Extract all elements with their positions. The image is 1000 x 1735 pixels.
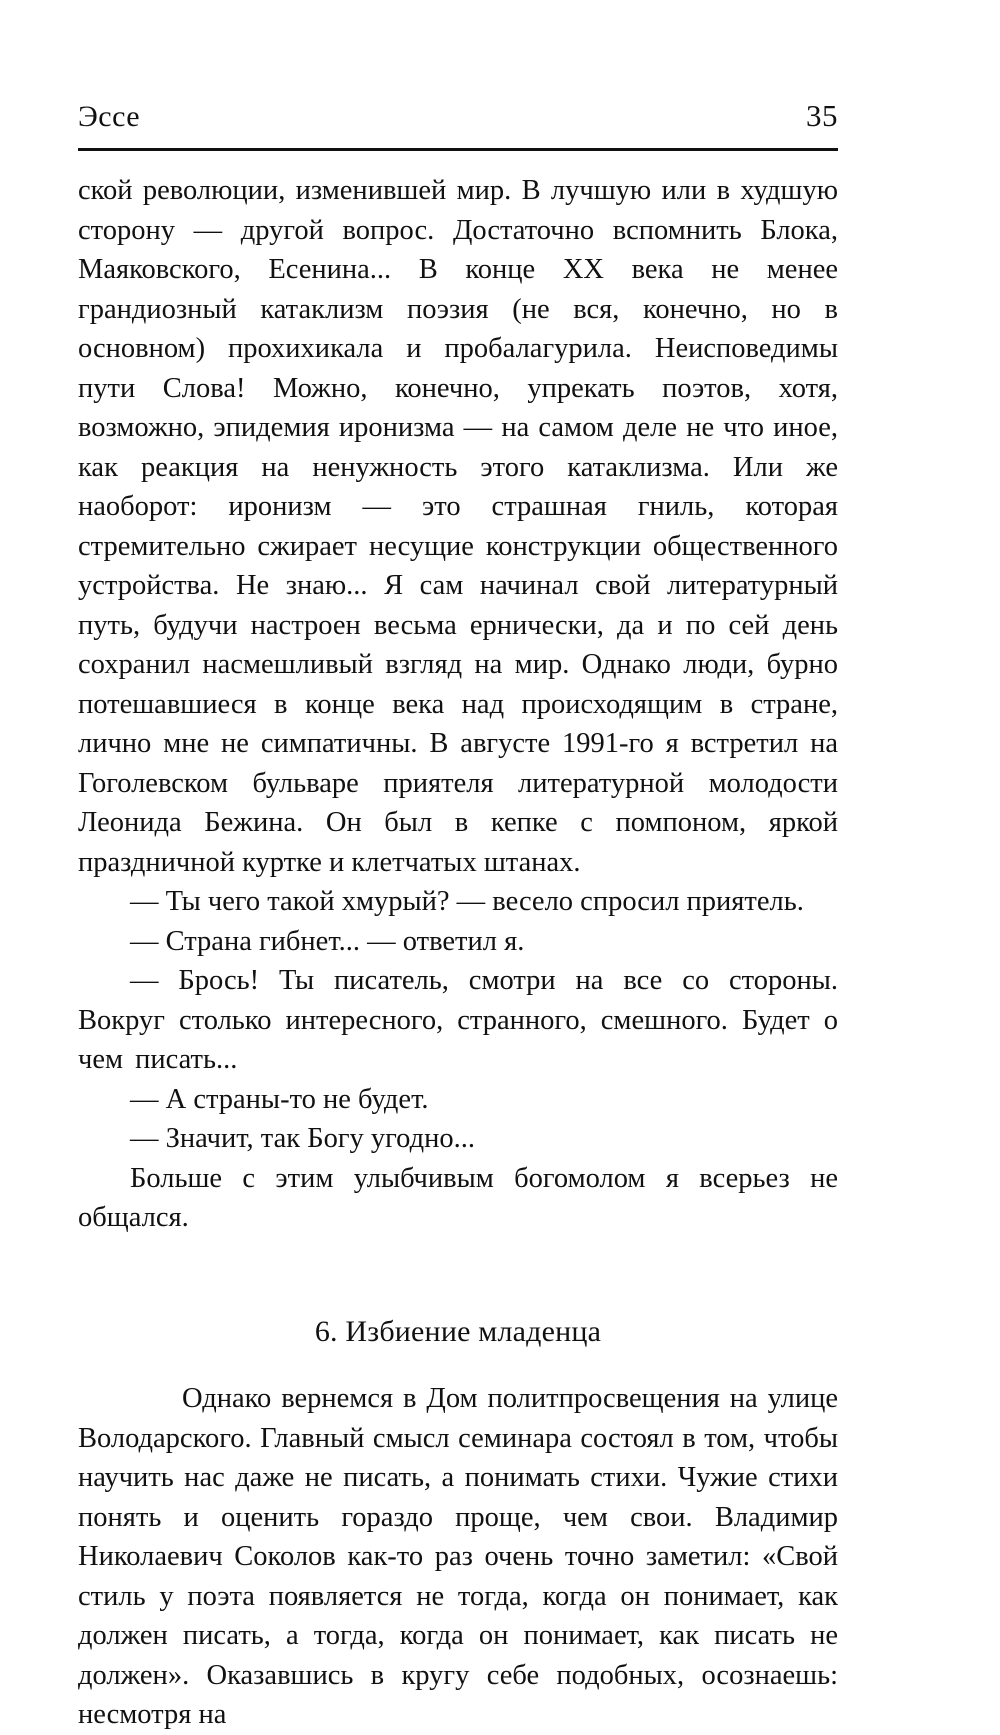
page-number: 35 [806,98,838,133]
dialogue-line: — Значит, так Богу угодно... [130,1123,475,1154]
body-text [78,171,838,1735]
page-header [78,0,838,134]
dialogue-line: — Страна гибнет... — ответил я. [130,925,525,957]
page-content [78,0,838,1735]
header-divider [78,148,838,151]
section-heading: 6. Избиение младенца [314,1314,602,1348]
dialogue-paragraph: — Брось! Ты писатель, смотри на все со стороны. Вокруг столько интересного, странного, смешного. Будет о чем писать... [78,965,838,1075]
dialogue-line: — Ты чего такой хмурый? — весело спросил приятель. [130,886,804,917]
section-paragraph: Однако вернемся в Дом политпросвещения на улице Володарского. Главный смысл семинара состоял в том, чтобы научить нас даже не писать, а понимать стихи. Чужие стихи понять и оценить гораздо проще, чем свои. Владимир Николаевич Соколов как-то раз очень точно заметил: «Свой стиль у поэта появляется не тогда, когда он понимает, как должен писать, а тогда, когда он понимает, как писать не должен». Оказавшись в кругу себе подобных, осознаешь: несмотря на [78,1383,838,1730]
dialogue-line: — А страны-то не будет. [130,1083,429,1115]
running-title: Эссе [78,100,141,133]
paragraph-continued: ской революции, изменившей мир. В лучшую или в худшую сторону — другой вопрос. Достаточно вспомнить Блока, Маяковского, Есенина... В конце XX века не менее грандиозный катаклизм поэзия (не вся, конечно, но в основном) прохихикала и пробалагурила. Неисповедимы пути Слова! Можно, конечно, упрекать поэтов, хотя, возможно, эпидемия иронизма — на самом деле не что иное, как реакция на ненужность этого катаклизма. Или же наоборот: иронизм — это страшная гниль, которая стремительно сжирает несущие конструкции общественного устройства. Не знаю... Я сам начинал свой литературный путь, будучи настроен весьма ернически, да и по сей день сохранил насмешливый взгляд на мир. Однако люди, бурно потешавшиеся в конце века над происходящим в стране, лично мне не симпатичны. В августе 1991-го я встретил на Гоголевском бульваре приятеля литературной молодости Леонида Бежина. Он был в кепке с помпоном, яркой праздничной куртке и клетчатых штанах. [78,175,838,878]
closing-paragraph: Больше с этим улыбчивым богомолом я всерьез не общался. [78,1162,838,1233]
